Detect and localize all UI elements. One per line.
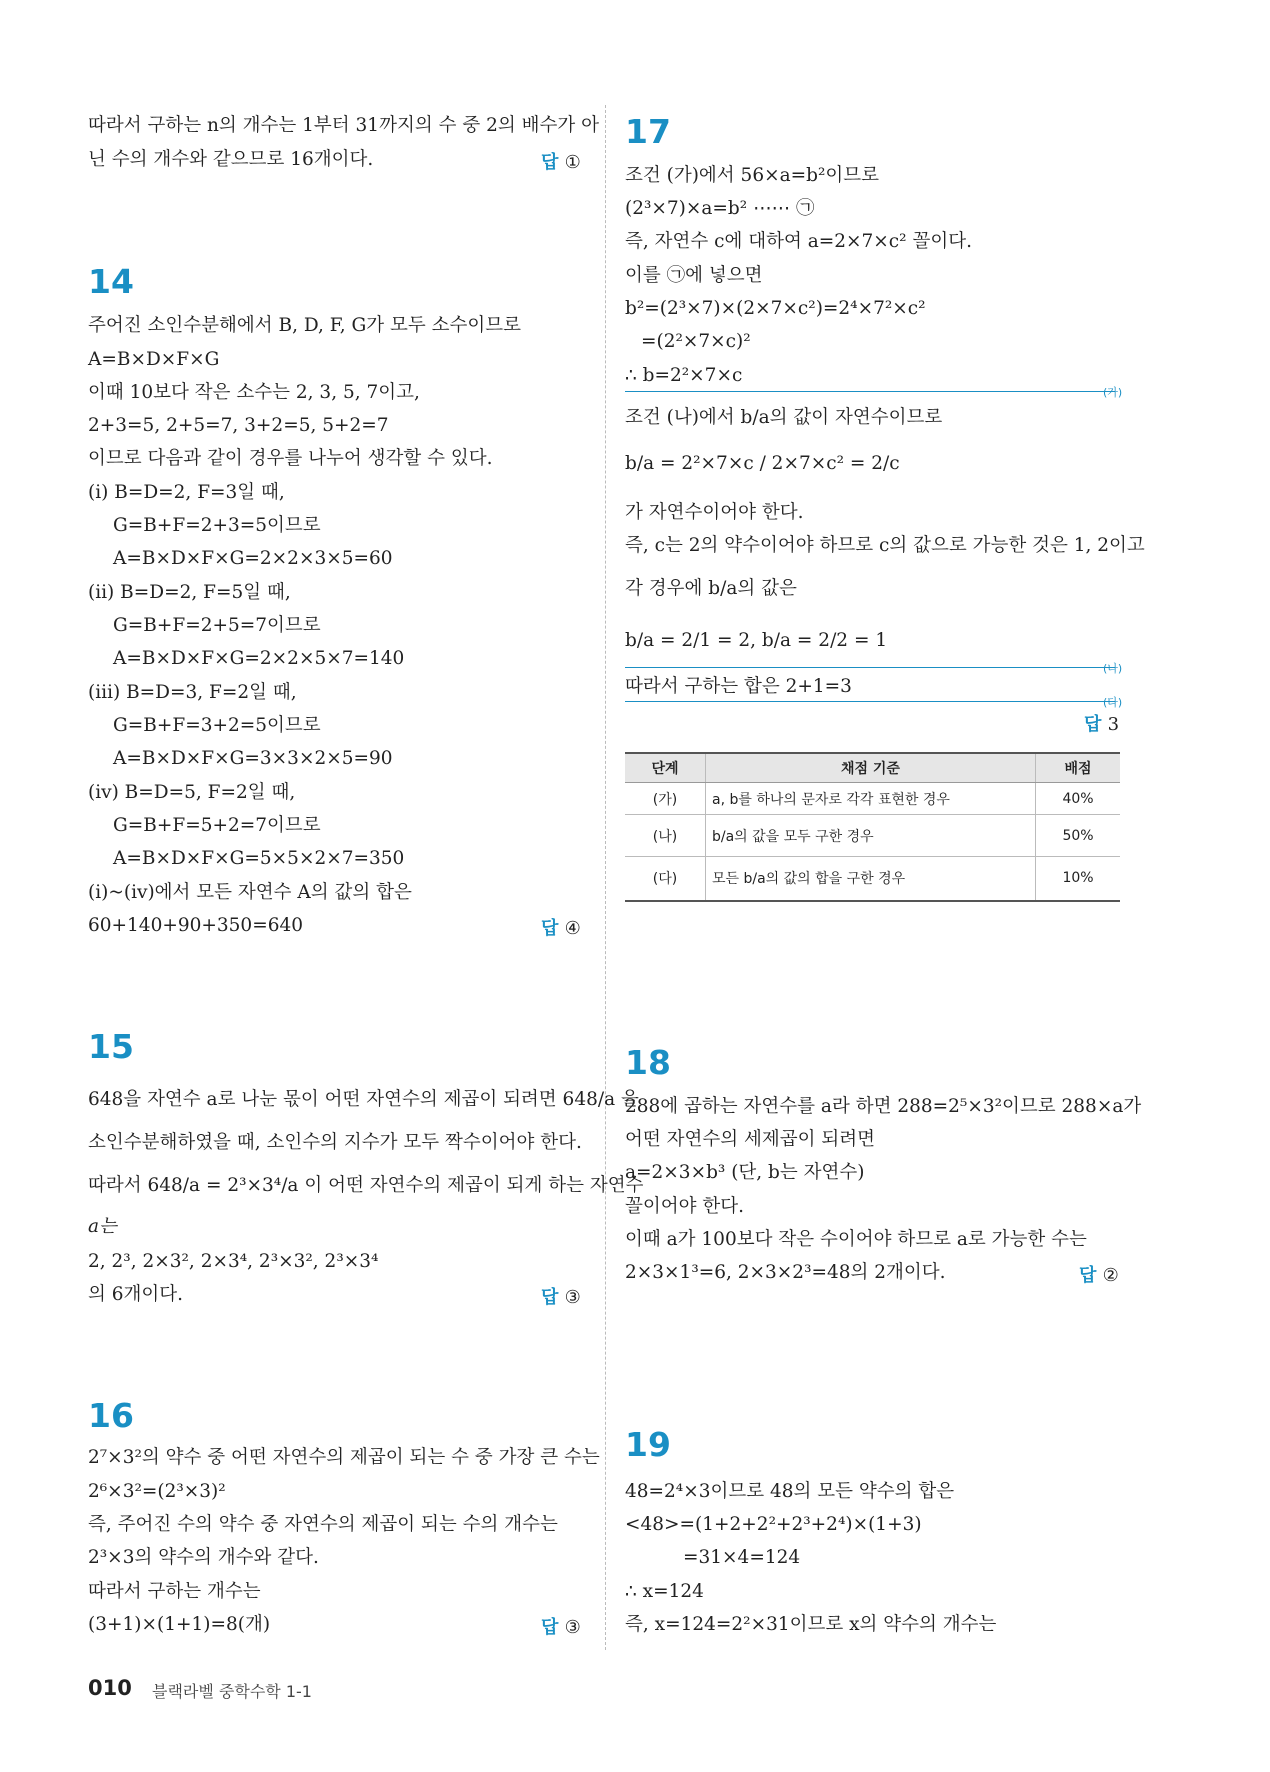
- page-number: 010: [88, 1676, 132, 1700]
- q18-line: a=2×3×b³ (단, b는 자연수): [625, 1162, 865, 1183]
- q15-line: 소인수분해하였을 때, 소인수의 지수가 모두 짝수이어야 한다.: [88, 1132, 582, 1153]
- q16-line: 2⁶×3²=(2³×3)²: [88, 1481, 226, 1502]
- step-cell: (나): [625, 815, 706, 857]
- q17-line: b/a = 2²×7×c / 2×7×c² = 2/c: [625, 453, 900, 474]
- q13-line: 닌 수의 개수와 같으므로 16개이다.: [88, 149, 374, 170]
- q14-line: A=B×D×F×G=3×3×2×5=90: [113, 748, 393, 769]
- q19-line: ∴ x=124: [625, 1581, 704, 1602]
- q14-line: (ⅱ) B=D=2, F=5일 때,: [88, 582, 291, 603]
- q15-answer: [541, 1283, 581, 1309]
- q15-line: a는: [88, 1216, 117, 1237]
- answer-value: ③: [564, 1617, 581, 1638]
- q16-line: 즉, 주어진 수의 약수 중 자연수의 제곱이 되는 수의 개수는: [88, 1514, 558, 1535]
- answer-label: 답: [541, 1287, 559, 1308]
- step-divider: [625, 667, 1115, 668]
- step-tag: (가): [1103, 386, 1123, 399]
- q16-line: 2⁷×3²의 약수 중 어떤 자연수의 제곱이 되는 수 중 가장 큰 수는: [88, 1447, 600, 1468]
- table-row: [625, 857, 1120, 901]
- q17-line: ∴ b=2²×7×c: [625, 365, 743, 386]
- criterion-cell: 모든 b/a의 값의 합을 구한 경우: [706, 857, 1036, 901]
- q14-answer: [541, 914, 581, 940]
- answer-value: ①: [564, 152, 581, 173]
- q14-line: G=B+F=2+5=7이므로: [113, 615, 321, 636]
- q14-line: (ⅲ) B=D=3, F=2일 때,: [88, 682, 297, 703]
- step-cell: (다): [625, 857, 706, 901]
- q18-line: 어떤 자연수의 세제곱이 되려면: [625, 1129, 875, 1150]
- step-cell: (가): [625, 783, 706, 815]
- q17-line: 각 경우에 b/a의 값은: [625, 578, 797, 599]
- q18-line: 2×3×1³=6, 2×3×2³=48의 2개이다.: [625, 1262, 946, 1283]
- q13-line: 따라서 구하는 n의 개수는 1부터 31까지의 수 중 2의 배수가 아: [88, 115, 599, 136]
- table-header: 배점: [1036, 753, 1121, 783]
- q18-line: 꼴이어야 한다.: [625, 1196, 744, 1217]
- q14-line: 주어진 소인수분해에서 B, D, F, G가 모두 소수이므로: [88, 315, 521, 336]
- score-cell: 10%: [1036, 857, 1121, 901]
- q18-line: 이때 a가 100보다 작은 수이어야 하므로 a로 가능한 수는: [625, 1229, 1087, 1250]
- q14-line: (ⅳ) B=D=5, F=2일 때,: [88, 782, 296, 803]
- q14-line: G=B+F=2+3=5이므로: [113, 515, 321, 536]
- q18-answer: [1079, 1261, 1119, 1287]
- question-number: 18: [625, 1043, 671, 1082]
- q17-line: =(2²×7×c)²: [641, 331, 751, 352]
- question-number: 17: [625, 112, 671, 151]
- q19-line: 즉, x=124=2²×31이므로 x의 약수의 개수는: [625, 1614, 997, 1635]
- step-tag: (나): [1103, 662, 1123, 675]
- q17-line: 조건 (가)에서 56×a=b²이므로: [625, 165, 879, 186]
- answer-value: ④: [564, 918, 581, 939]
- q19-line: <48>=(1+2+2²+2³+2⁴)×(1+3): [625, 1514, 922, 1535]
- step-tag: (다): [1103, 696, 1123, 709]
- q17-answer: [1084, 710, 1119, 736]
- q14-line: A=B×D×F×G: [88, 349, 220, 370]
- criterion-cell: b/a의 값을 모두 구한 경우: [706, 815, 1036, 857]
- table-header: 단계: [625, 753, 706, 783]
- q17-line: 이를 ㉠에 넣으면: [625, 265, 763, 286]
- q16-answer: [541, 1613, 581, 1639]
- q17-line: 따라서 구하는 합은 2+1=3: [625, 676, 852, 697]
- q15-line: 648을 자연수 a로 나눈 몫이 어떤 자연수의 제곱이 되려면 648/a 을: [88, 1089, 639, 1110]
- q16-line: 2³×3의 약수의 개수와 같다.: [88, 1547, 319, 1568]
- q14-line: G=B+F=5+2=7이므로: [113, 815, 321, 836]
- q14-line: A=B×D×F×G=2×2×3×5=60: [113, 548, 393, 569]
- table-row: [625, 815, 1120, 857]
- criterion-cell: a, b를 하나의 문자로 각각 표현한 경우: [706, 783, 1036, 815]
- q14-line: 2+3=5, 2+5=7, 3+2=5, 5+2=7: [88, 415, 389, 436]
- q17-line: 즉, c는 2의 약수이어야 하므로 c의 값으로 가능한 것은 1, 2이고: [625, 535, 1145, 556]
- table-header: 채점 기준: [706, 753, 1036, 783]
- q14-line: A=B×D×F×G=5×5×2×7=350: [113, 848, 405, 869]
- q17-line: 즉, 자연수 c에 대하여 a=2×7×c² 꼴이다.: [625, 231, 972, 252]
- answer-value: ③: [564, 1287, 581, 1308]
- q14-line: G=B+F=3+2=5이므로: [113, 715, 321, 736]
- q15-line: 2, 2³, 2×3², 2×3⁴, 2³×3², 2³×3⁴: [88, 1251, 379, 1272]
- q14-line: 이므로 다음과 같이 경우를 나누어 생각할 수 있다.: [88, 448, 493, 469]
- q16-line: (3+1)×(1+1)=8(개): [88, 1614, 271, 1635]
- column-divider: [605, 105, 606, 1650]
- q15-line: 따라서 648/a = 2³×3⁴/a 이 어떤 자연수의 제곱이 되게 하는 자연수: [88, 1175, 644, 1196]
- q14-line: A=B×D×F×G=2×2×5×7=140: [113, 648, 405, 669]
- q17-line: (2³×7)×a=b² ⋯⋯ ㉠: [625, 198, 815, 219]
- q14-line: (ⅰ) B=D=2, F=3일 때,: [88, 482, 285, 503]
- question-number: 16: [88, 1396, 134, 1435]
- table-header-row: [625, 753, 1120, 783]
- q16-line: 따라서 구하는 개수는: [88, 1581, 261, 1602]
- question-number: 14: [88, 262, 134, 301]
- q19-line: =31×4=124: [683, 1547, 801, 1568]
- q14-line: 60+140+90+350=640: [88, 915, 304, 936]
- q13-answer: [541, 148, 581, 174]
- q18-line: 288에 곱하는 자연수를 a라 하면 288=2⁵×3²이므로 288×a가: [625, 1096, 1142, 1117]
- score-cell: 40%: [1036, 783, 1121, 815]
- score-cell: 50%: [1036, 815, 1121, 857]
- q15-line: 의 6개이다.: [88, 1284, 184, 1305]
- q17-line: b/a = 2/1 = 2, b/a = 2/2 = 1: [625, 630, 888, 651]
- question-number: 19: [625, 1425, 671, 1464]
- q17-line: b²=(2³×7)×(2×7×c²)=2⁴×7²×c²: [625, 298, 926, 319]
- table-row: [625, 783, 1120, 815]
- step-divider: [625, 391, 1115, 392]
- answer-label: 답: [541, 918, 559, 939]
- q14-line: 이때 10보다 작은 소수는 2, 3, 5, 7이고,: [88, 382, 420, 403]
- q14-line: (ⅰ)~(ⅳ)에서 모든 자연수 A의 값의 합은: [88, 882, 412, 903]
- step-divider: [625, 701, 1115, 702]
- answer-label: 답: [1084, 714, 1102, 735]
- q17-line: 가 자연수이어야 한다.: [625, 502, 804, 523]
- question-number: 15: [88, 1027, 134, 1066]
- answer-label: 답: [541, 1617, 559, 1638]
- answer-label: 답: [541, 152, 559, 173]
- q17-line: 조건 (나)에서 b/a의 값이 자연수이므로: [625, 407, 943, 428]
- answer-value: 3: [1107, 714, 1120, 735]
- answer-value: ②: [1102, 1265, 1119, 1286]
- q19-line: 48=2⁴×3이므로 48의 모든 약수의 합은: [625, 1481, 955, 1502]
- answer-label: 답: [1079, 1265, 1097, 1286]
- book-title: 블랙라벨 중학수학 1-1: [152, 1682, 312, 1701]
- grading-table: [625, 752, 1120, 902]
